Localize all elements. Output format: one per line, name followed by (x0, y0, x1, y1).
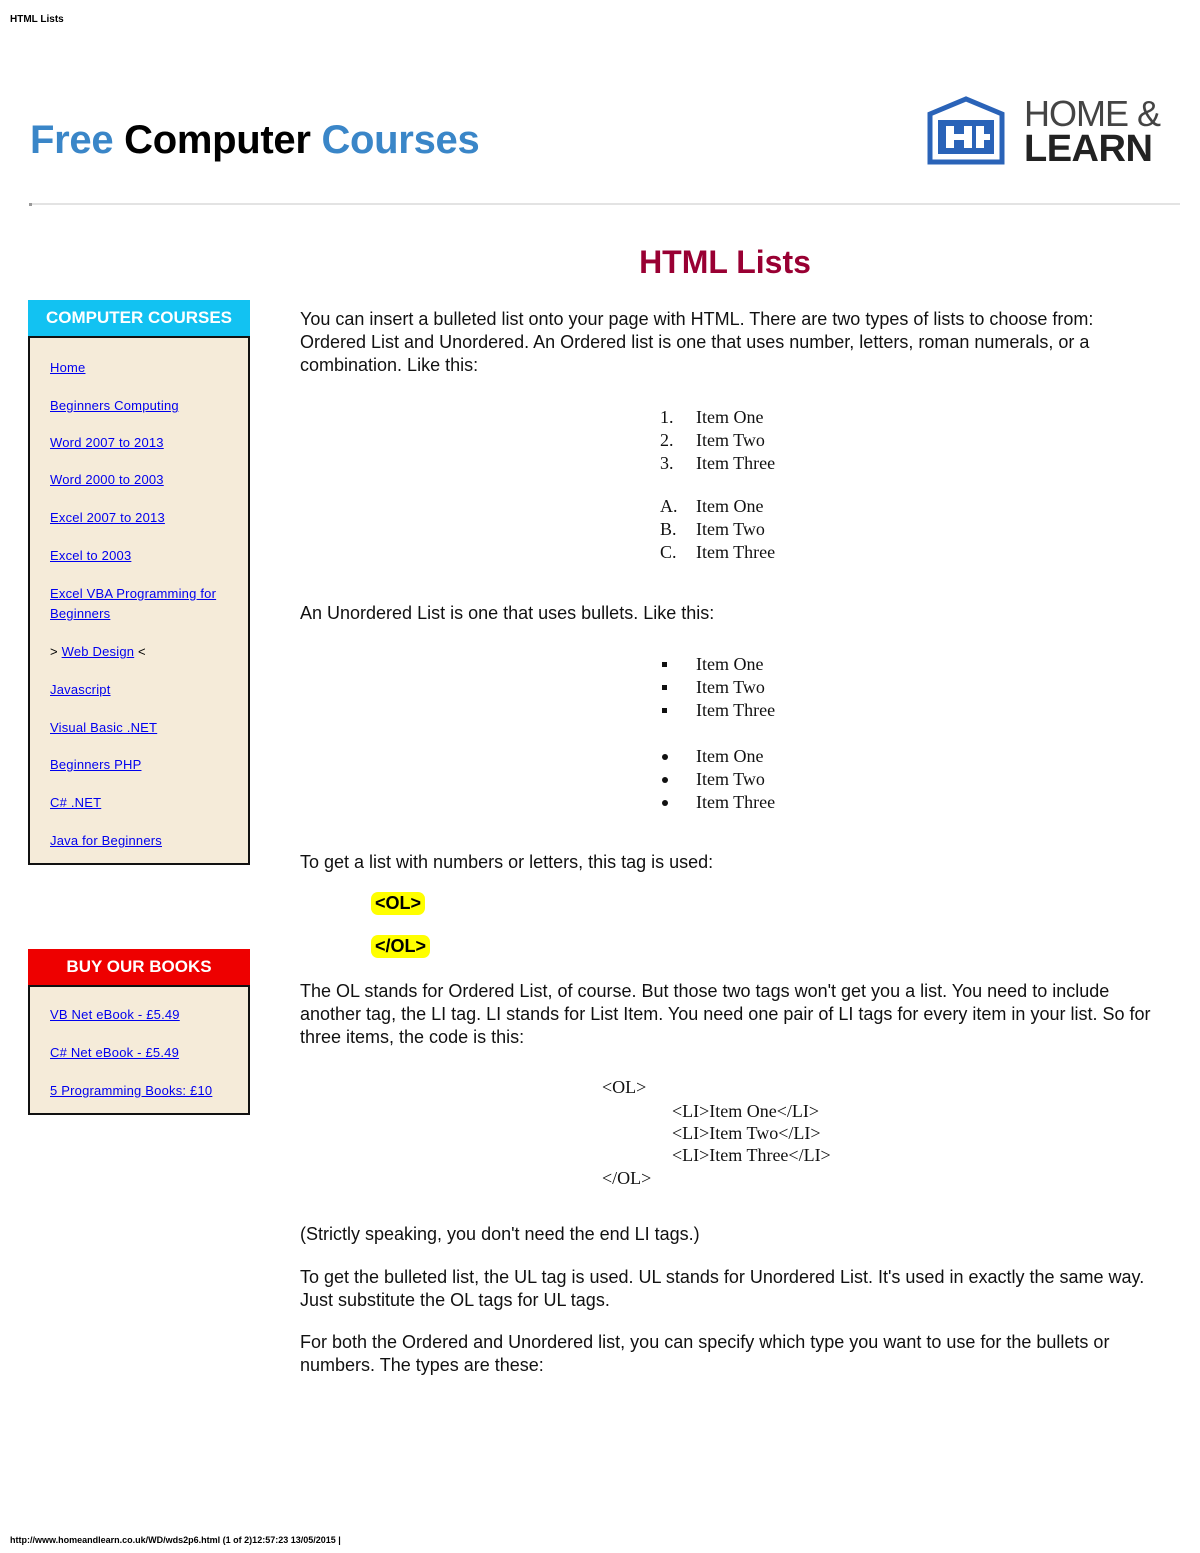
square-bullet-icon (662, 708, 667, 713)
list-item-text: Item Two (696, 430, 765, 450)
nav-link-excel-vba[interactable]: Excel VBA Programming for Beginners (50, 586, 217, 621)
unordered-intro-paragraph: An Unordered List is one that uses bullets. Like this: (300, 603, 715, 623)
code-li-line: <LI>Item Three</LI> (672, 1145, 831, 1165)
print-footer-url: http://www.homeandlearn.co.uk/WD/wds2p6.html (1 of 2)12:57:23 13/05/2015 | (10, 1535, 341, 1545)
list-item-text: Item Three (696, 453, 776, 473)
current-marker-left: > (50, 644, 62, 659)
nav-link-web-design[interactable]: Web Design (61, 644, 135, 659)
logo-text-learn: LEARN (1024, 128, 1153, 170)
buy-our-books-heading: BUY OUR BOOKS (28, 949, 250, 985)
list-item-text: Item One (696, 496, 764, 516)
strict-note-paragraph: (Strictly speaking, you don't need the end LI tags.) (300, 1224, 700, 1244)
computer-courses-menu (28, 336, 250, 865)
tag-intro-paragraph: To get a list with numbers or letters, this tag is used: (300, 852, 714, 872)
disc-bullet-icon (662, 777, 668, 783)
ol-close-tag-highlight: </OL> (371, 935, 430, 958)
header-divider (30, 203, 1180, 205)
current-marker-right: < (134, 644, 146, 659)
book-link-vb-net[interactable]: VB Net eBook - £5.49 (50, 1007, 180, 1022)
page-heading: HTML Lists (639, 244, 811, 280)
site-title[interactable] (30, 118, 479, 163)
nav-link-beginners-php[interactable]: Beginners PHP (50, 757, 142, 772)
book-link-csharp-net[interactable]: C# Net eBook - £5.49 (50, 1045, 180, 1060)
list-marker: 3. (660, 453, 674, 473)
book-link-programming-bundle[interactable]: 5 Programming Books: £10 (50, 1083, 213, 1098)
nav-item-web-design-current (50, 642, 146, 662)
list-marker: 1. (660, 407, 674, 427)
nav-link-visual-basic-net[interactable]: Visual Basic .NET (50, 720, 158, 735)
nav-link-csharp-net[interactable]: C# .NET (50, 795, 102, 810)
header-divider-dot (29, 203, 32, 206)
list-item-text: Item One (696, 746, 764, 766)
nav-link-excel-2003[interactable]: Excel to 2003 (50, 548, 132, 563)
nav-link-word-2000-2003[interactable]: Word 2000 to 2003 (50, 472, 164, 487)
square-bullet-icon (662, 685, 667, 690)
list-item-text: Item One (696, 654, 764, 674)
nav-link-excel-2007-2013[interactable]: Excel 2007 to 2013 (50, 510, 165, 525)
site-title-computer: Computer (124, 118, 311, 162)
types-intro-paragraph: For both the Ordered and Unordered list, you can specify which type you want to use for the bullets or numbers. The types are these: (300, 1332, 1110, 1375)
nav-link-beginners-computing[interactable]: Beginners Computing (50, 398, 179, 413)
list-marker: C. (660, 542, 677, 562)
list-marker: A. (660, 496, 678, 516)
code-li-line: <LI>Item Two</LI> (672, 1123, 821, 1143)
computer-courses-heading: COMPUTER COURSES (28, 300, 250, 336)
ol-open-tag-highlight: <OL> (371, 892, 425, 915)
site-title-courses: Courses (321, 118, 480, 162)
code-li-line: <LI>Item One</LI> (672, 1101, 820, 1121)
li-explain-paragraph: The OL stands for Ordered List, of course. But those two tags won't get you a list. You need to include another tag, the LI tag. LI stands for List Item. You need one pair of LI tags for every item in your list. So for three items, the code is this: (300, 981, 1151, 1047)
nav-link-java-beginners[interactable]: Java for Beginners (50, 833, 162, 848)
list-item-text: Item Two (696, 677, 765, 697)
home-and-learn-logo[interactable] (926, 93, 1176, 170)
list-marker: B. (660, 519, 677, 539)
nav-link-word-2007-2013[interactable]: Word 2007 to 2013 (50, 435, 164, 450)
logo-text-home: HOME & (1024, 93, 1161, 134)
site-title-free: Free (30, 118, 114, 162)
square-bullet-icon (662, 662, 667, 667)
ul-explain-paragraph: To get the bulleted list, the UL tag is used. UL stands for Unordered List. It's used in exactly the same way. Just substitute the OL tags for UL tags. (300, 1267, 1145, 1310)
intro-paragraph: You can insert a bulleted list onto your page with HTML. There are two types of lists to choose from: Ordered List and Unordered. An Ordered list is one that uses number, letters, roman numerals, or a combination. Like this: (300, 309, 1094, 375)
list-marker: 2. (660, 430, 674, 450)
nav-link-home[interactable]: Home (50, 360, 86, 375)
code-ol-open: <OL> (602, 1077, 647, 1097)
list-item-text: Item Two (696, 769, 765, 789)
list-item-text: Item One (696, 407, 764, 427)
list-item-text: Item Three (696, 792, 776, 812)
books-menu (28, 985, 250, 1115)
nav-link-javascript[interactable]: Javascript (50, 682, 111, 697)
disc-bullet-icon (662, 800, 668, 806)
list-item-text: Item Two (696, 519, 765, 539)
list-item-text: Item Three (696, 542, 776, 562)
disc-bullet-icon (662, 754, 668, 760)
list-item-text: Item Three (696, 700, 776, 720)
code-ol-close: </OL> (602, 1168, 652, 1188)
house-logo-icon (926, 96, 1006, 166)
print-page-title: HTML Lists (10, 14, 64, 25)
